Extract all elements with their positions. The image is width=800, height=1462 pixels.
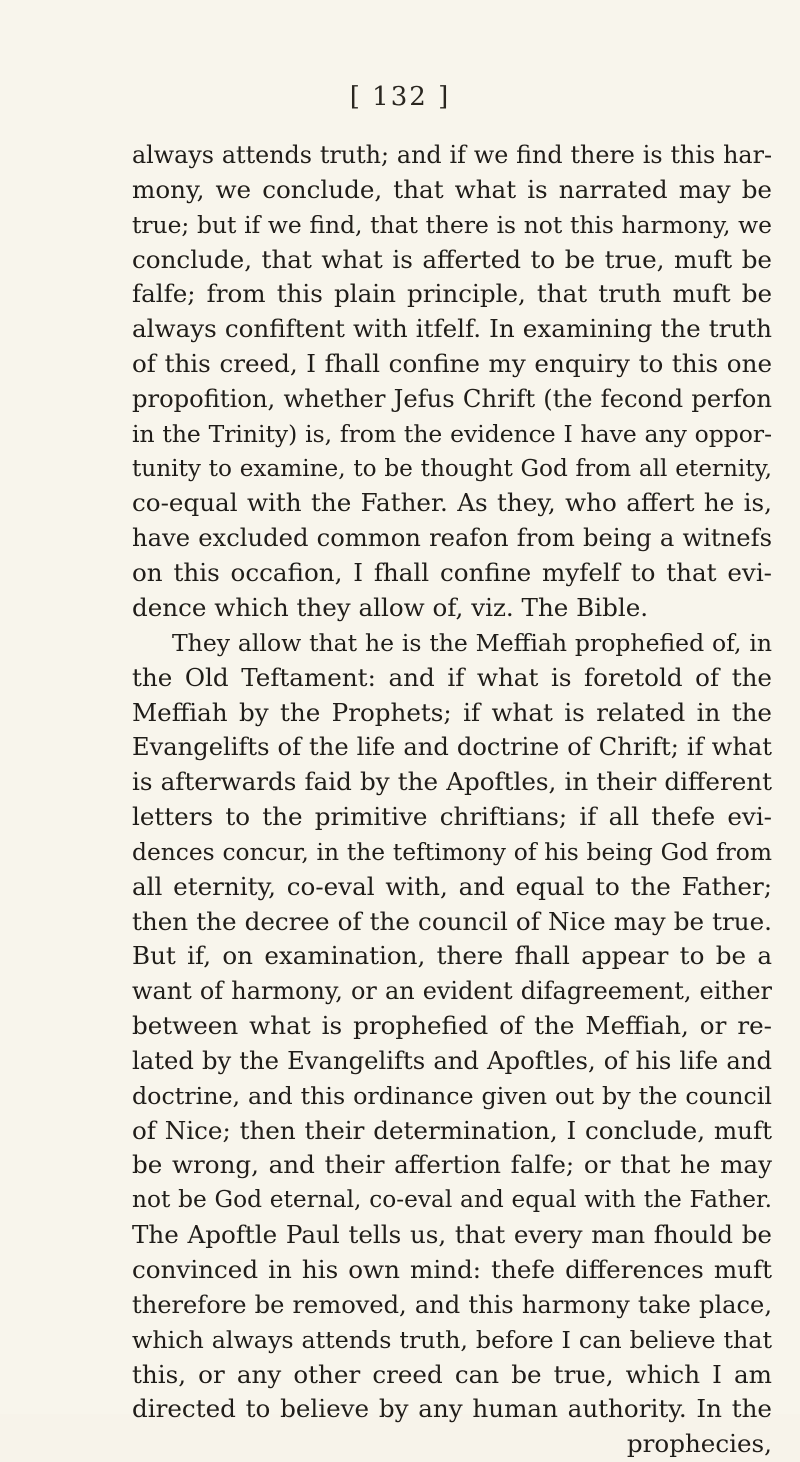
- text-line: convinced in his own mind: thefe differences muft: [132, 1255, 772, 1284]
- text-line: the Old Teftament: and if what is foretold of the: [132, 662, 772, 692]
- text-line: in the Trinity) is, from the evidence I have any oppor-: [132, 419, 772, 448]
- text-line: conclude, that what is afferted to be true, muft be: [132, 244, 772, 274]
- text-line: falfe; from this plain principle, that truth muft be: [132, 279, 772, 309]
- text-line: tunity to examine, to be thought God from all eternity,: [132, 454, 772, 482]
- text-line: propofition, whether Jefus Chrift (the fecond perfon: [132, 384, 772, 413]
- text-line: of Nice; then their determination, I conclude, muft: [132, 1115, 772, 1145]
- text-line: is afterwards faid by the Apoftles, in their different: [132, 767, 772, 797]
- text-line: which always attends truth, before I can believe that: [132, 1325, 772, 1354]
- paragraph-start-line: They allow that he is the Meffiah prophefied of, in: [172, 628, 772, 657]
- catchword: prophecies,: [626, 1429, 772, 1459]
- text-line: then the decree of the council of Nice may be true.: [132, 906, 772, 936]
- text-line: lated by the Evangelifts and Apoftles, of his life and: [132, 1045, 772, 1075]
- text-line: of this creed, I fhall confine my enquiry to this one: [132, 349, 772, 379]
- text-line: dence which they allow of, viz. The Bible.: [132, 592, 649, 622]
- text-line: dences concur, in the teftimony of his being God from: [132, 837, 772, 866]
- text-line: have excluded common reafon from being a witnefs: [132, 524, 772, 553]
- text-line: want of harmony, or an evident difagreement, either: [132, 977, 772, 1006]
- text-line: always confiftent with itfelf. In examining the truth: [132, 314, 772, 344]
- text-line: Meffiah by the Prophets; if what is related in the: [132, 697, 772, 727]
- text-line: letters to the primitive chriftians; if all thefe evi-: [132, 802, 772, 832]
- text-line: all eternity, co-eval with, and equal to the Father;: [132, 871, 772, 901]
- text-line: always attends truth; and if we find there is this har-: [132, 141, 772, 169]
- text-line: not be God eternal, co-eval and equal with the Father.: [132, 1186, 772, 1214]
- text-line: Evangelifts of the life and doctrine of Chrift; if what: [132, 733, 772, 762]
- text-line: mony, we conclude, that what is narrated may be: [132, 174, 772, 204]
- text-line: this, or any other creed can be true, which I am: [132, 1359, 772, 1389]
- text-line: The Apoftle Paul tells us, that every man fhould be: [132, 1220, 772, 1250]
- text-line: doctrine, and this ordinance given out by the council: [132, 1081, 772, 1110]
- page-number: [ 132 ]: [349, 82, 451, 112]
- text-line: therefore be removed, and this harmony take place,: [132, 1290, 772, 1319]
- text-line: on this occafion, I fhall confine myfelf to that evi-: [132, 558, 772, 588]
- text-line: co-equal with the Father. As they, who affert he is,: [132, 488, 772, 518]
- text-line: true; but if we find, that there is not this harmony, we: [132, 210, 772, 239]
- text-line: between what is prophefied of the Meffiah, or re-: [132, 1011, 772, 1041]
- text-line: be wrong, and their affertion falfe; or that he may: [132, 1150, 772, 1180]
- body-text: [132, 138, 772, 1462]
- text-line: But if, on examination, there fhall appear to be a: [132, 941, 772, 971]
- text-line: directed to believe by any human authority. In the: [132, 1394, 772, 1424]
